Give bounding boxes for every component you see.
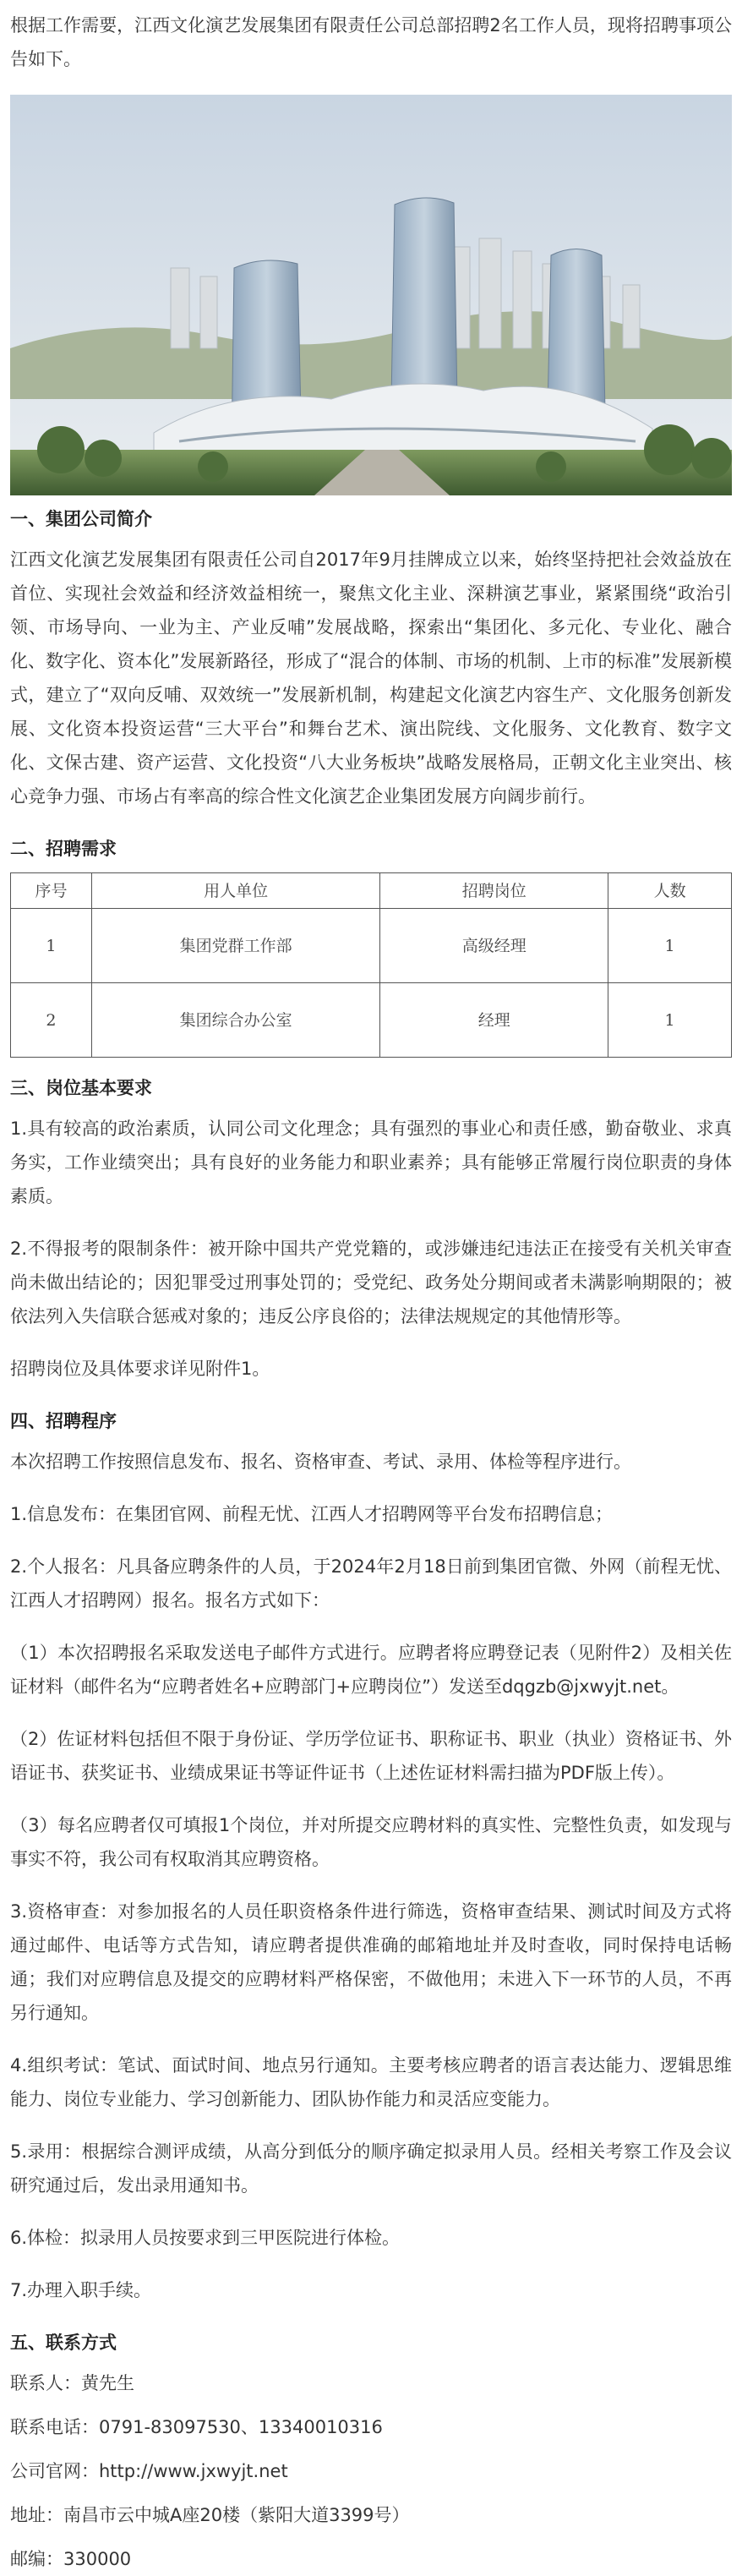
procedure-item: 2.个人报名：凡具备应聘条件的人员，于2024年2月18日前到集团官微、外网（前程无忧、江西人才招聘网）报名。报名方式如下： [10,1556,732,1611]
intro-paragraph: 根据工作需要，江西文化演艺发展集团有限责任公司总部招聘2名工作人员，现将招聘事项公告如下。 [10,15,732,69]
section-heading-recruitment-needs: 二、招聘需求 [10,839,117,859]
procedure-item: 5.录用：根据综合测评成绩，从高分到低分的顺序确定拟录用人员。经相关考察工作及会议研究通过后，发出录用通知书。 [10,2141,732,2196]
procedure-item: 4.组织考试：笔试、面试时间、地点另行通知。主要考核应聘者的语言表达能力、逻辑思维能力、岗位专业能力、学习创新能力、团队协作能力和灵活应变能力。 [10,2055,732,2109]
procedure-item: 7.办理入职手续。 [10,2280,152,2300]
cell-department: 集团党群工作部 [91,909,380,983]
building-rendering-image [10,95,732,495]
cell-headcount: 1 [608,983,732,1058]
requirement-item: 1.具有较高的政治素质，认同公司文化理念；具有强烈的事业心和责任感，勤奋敬业、求真务实，工作业绩突出；具有良好的业务能力和职业素养；具有能够正常履行岗位职责的身体素质。 [10,1118,732,1206]
cell-headcount: 1 [608,909,732,983]
cell-department: 集团综合办公室 [91,983,380,1058]
procedure-item: 6.体检：拟录用人员按要求到三甲医院进行体检。 [10,2228,401,2248]
table-row [11,909,732,983]
section-heading-company-intro: 一、集团公司简介 [10,509,152,529]
contact-postcode: 邮编：330000 [10,2549,132,2569]
procedure-item: （3）每名应聘者仅可填报1个岗位，并对所提交应聘材料的真实性、完整性负责，如发现与事实不符，我公司有权取消其应聘资格。 [10,1815,732,1869]
cell-position: 经理 [380,983,608,1058]
column-header-position: 招聘岗位 [380,873,608,909]
column-header-headcount: 人数 [608,873,732,909]
procedure-item: 3.资格审查：对参加报名的人员任职资格条件进行筛选，资格审查结果、测试时间及方式将通过邮件、电话等方式告知，请应聘者提供准确的邮箱地址并及时查收，同时保持电话畅通；我们对应聘信息及提交的应聘材料严格保密，不做他用；未进入下一环节的人员，不再另行通知。 [10,1901,732,2023]
column-header-department: 用人单位 [91,873,380,909]
company-intro-paragraph: 江西文化演艺发展集团有限责任公司自2017年9月挂牌成立以来，始终坚持把社会效益放在首位、实现社会效益和经济效益相统一，聚焦文化主业、深耕演艺事业，紧紧围绕“政治引领、市场导向、一业为主、产业反哺”发展战略，探索出“集团化、多元化、专业化、融合化、数字化、资本化”发展新路径，形成了“混合的体制、市场的机制、上市的标准”发展新模式，建立了“双向反哺、双效统一”发展新机制，构建起文化演艺内容生产、文化服务创新发展、文化资本投资运营“三大平台”和舞台艺术、演出院线、文化服务、文化教育、数字文化、文保古建、资产运营、文化投资“八大业务板块”战略发展格局，正朝文化主业突出、核心竞争力强、市场占有率高的综合性文化演艺企业集团发展方向阔步前行。 [10,550,732,807]
contact-person: 联系人：黄先生 [10,2373,134,2393]
contact-address: 地址：南昌市云中城A座20楼（紫阳大道3399号） [10,2505,410,2525]
section-heading-requirements: 三、岗位基本要求 [10,1078,152,1098]
section-heading-contact: 五、联系方式 [10,2333,117,2353]
recruitment-table [10,872,732,1058]
table-row [11,983,732,1058]
requirement-item: 2.不得报考的限制条件：被开除中国共产党党籍的，或涉嫌违纪违法正在接受有关机关审查尚未做出结论的；因犯罪受过刑事处罚的；受党纪、政务处分期间或者未满影响期限的；被依法列入失信联合惩戒对象的；违反公序良俗的；法律法规规定的其他情形等。 [10,1239,732,1326]
section-heading-procedure: 四、招聘程序 [10,1411,117,1431]
contact-phone: 联系电话：0791-83097530、13340010316 [10,2417,383,2437]
procedure-item: 1.信息发布：在集团官网、前程无忧、江西人才招聘网等平台发布招聘信息； [10,1504,614,1524]
table-header-row [11,873,732,909]
column-header-number: 序号 [11,873,92,909]
procedure-item: （2）佐证材料包括但不限于身份证、学历学位证书、职称证书、职业（执业）资格证书、外语证书、获奖证书、业绩成果证书等证件证书（上述佐证材料需扫描为PDF版上传）。 [10,1729,732,1783]
building-rendering-illustration [10,95,732,495]
cell-position: 高级经理 [380,909,608,983]
procedure-item: 本次招聘工作按照信息发布、报名、资格审查、考试、录用、体检等程序进行。 [10,1452,631,1472]
procedure-item: （1）本次招聘报名采取发送电子邮件方式进行。应聘者将应聘登记表（见附件2）及相关佐证材料（邮件名为“应聘者姓名+应聘部门+应聘岗位”）发送至dqgzb@jxwyjt.net。 [10,1643,732,1697]
cell-number: 2 [11,983,92,1058]
company-website: 公司官网：http://www.jxwyjt.net [10,2461,288,2481]
cell-number: 1 [11,909,92,983]
requirement-item: 招聘岗位及具体要求详见附件1。 [10,1359,270,1379]
